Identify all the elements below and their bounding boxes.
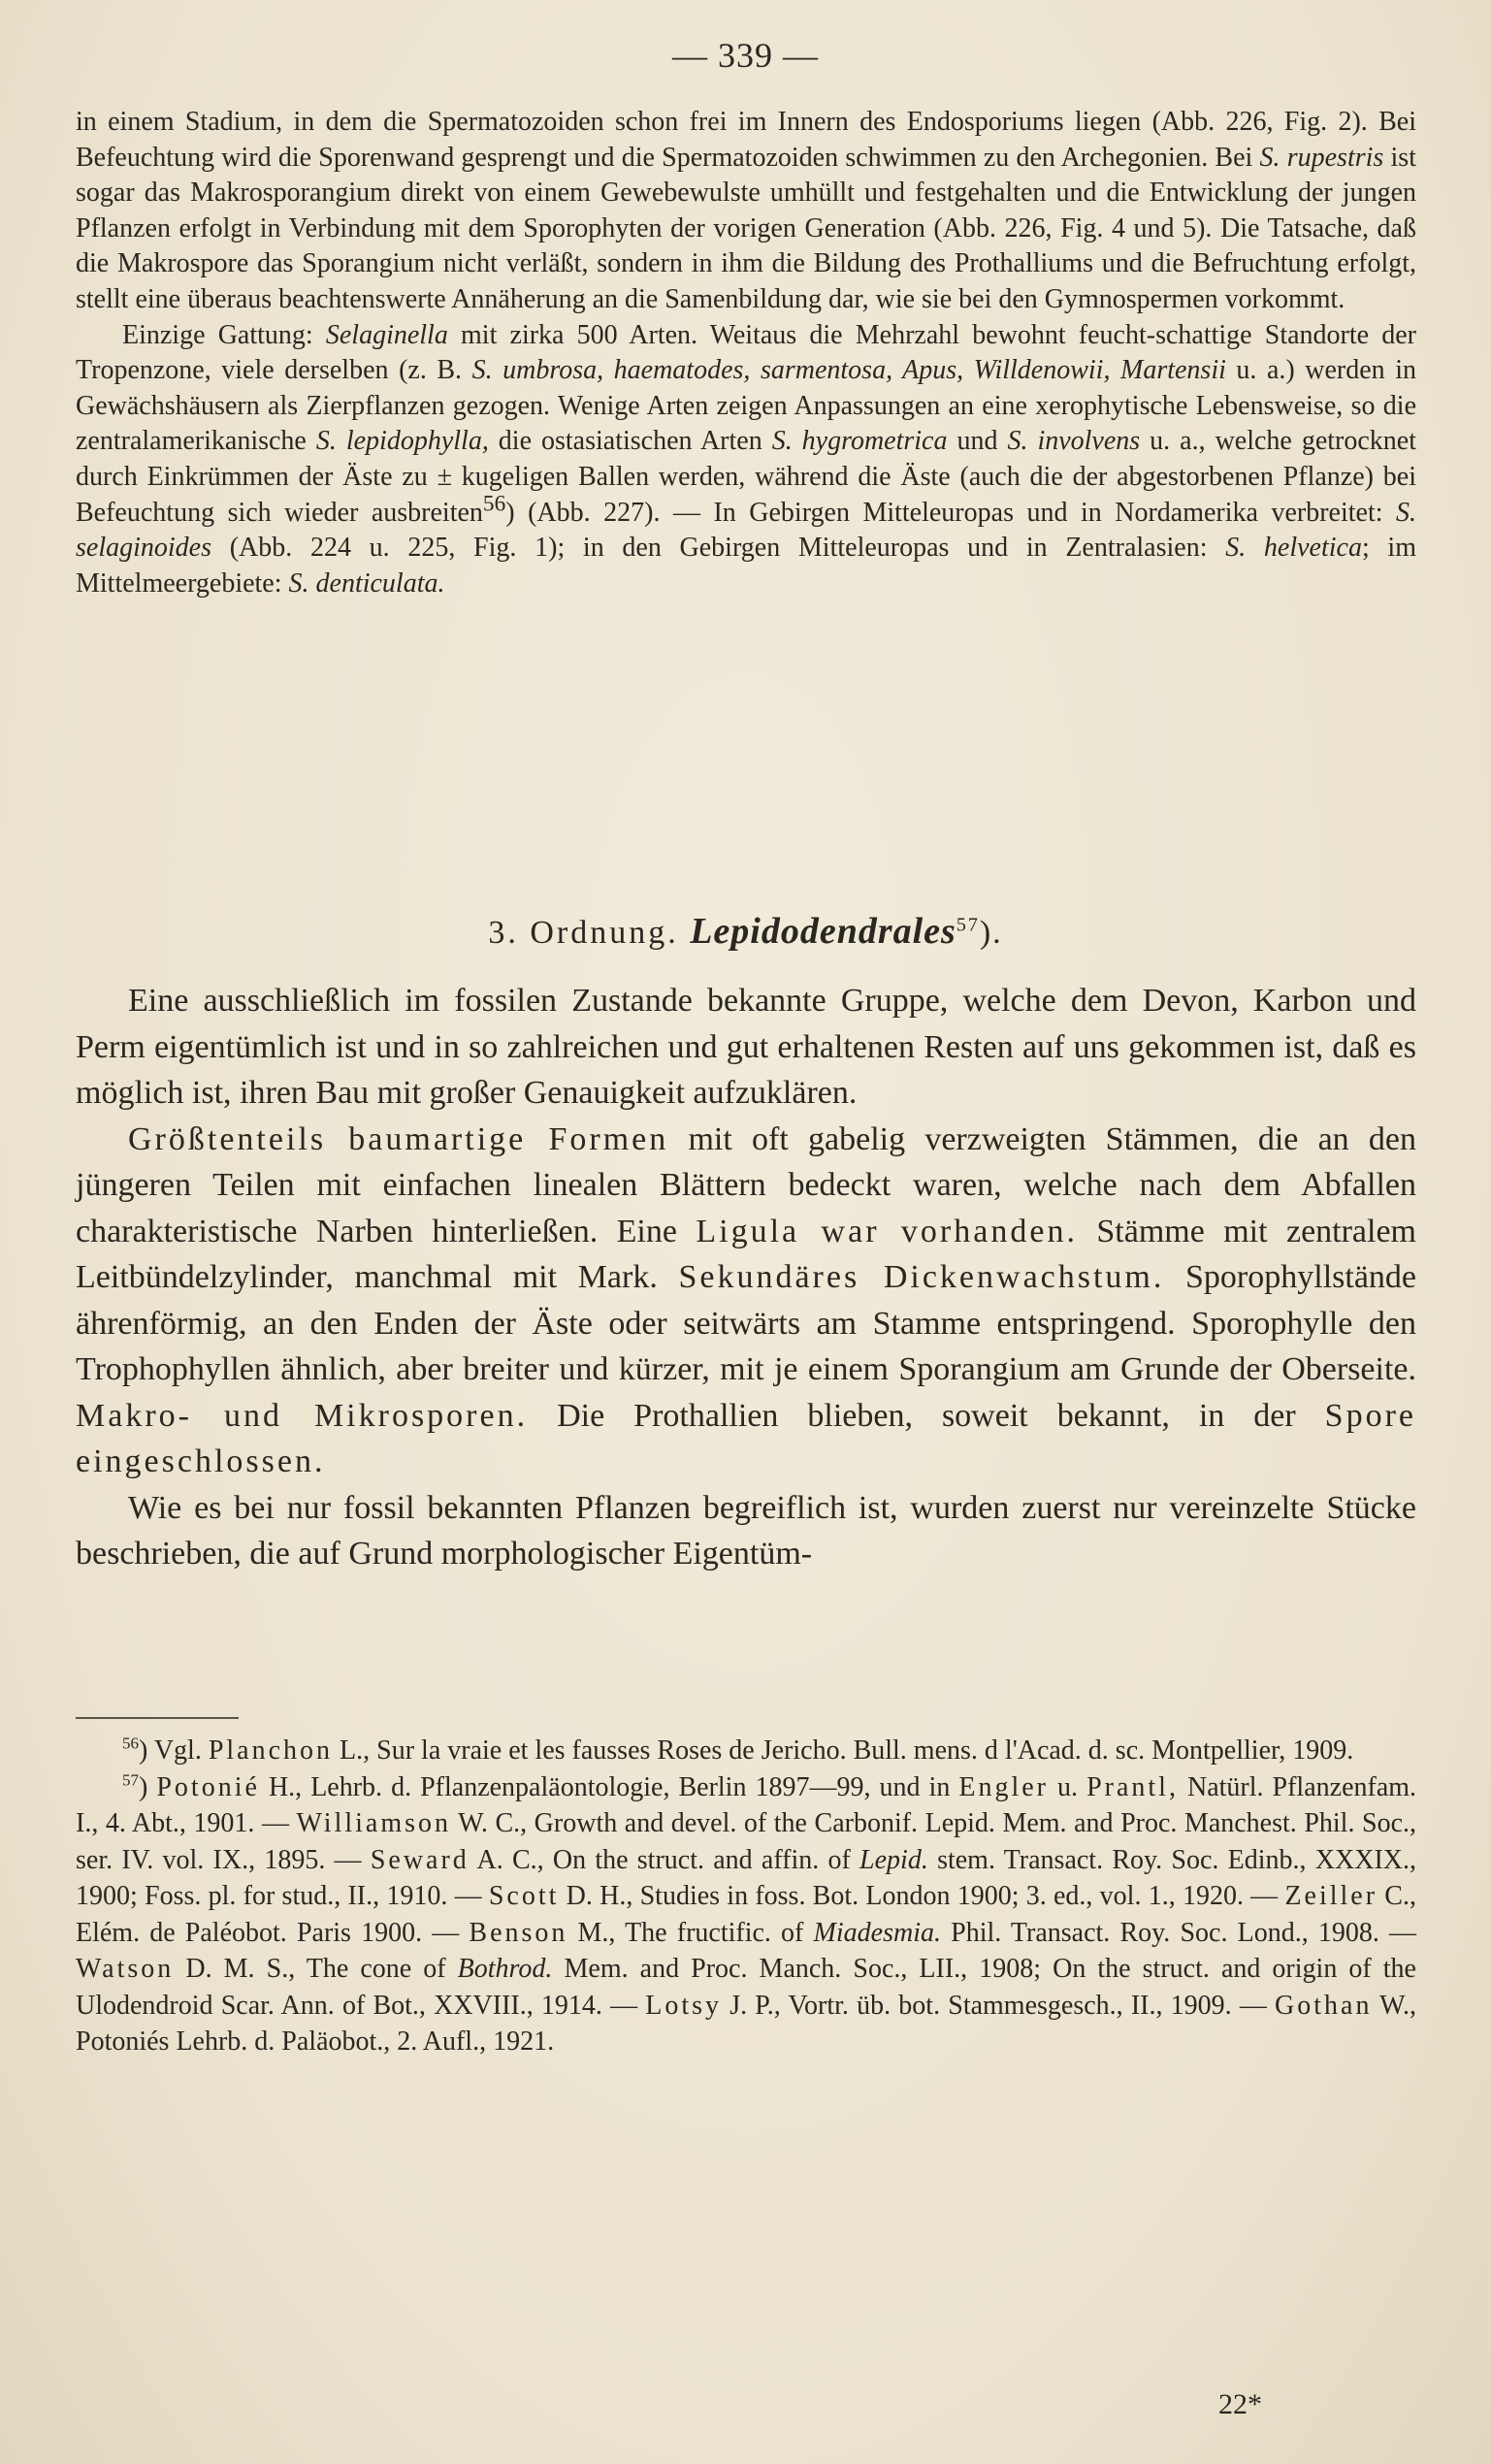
footnote-divider bbox=[76, 1717, 239, 1719]
genus-name: Selaginella bbox=[325, 319, 448, 350]
intro-text bbox=[76, 105, 1416, 601]
species-name: S. rupestris bbox=[1259, 142, 1384, 173]
footnote-ref: 57 bbox=[956, 914, 980, 936]
footnote-ref: 56 bbox=[482, 491, 506, 517]
species-name: S. lepidophylla, bbox=[315, 426, 489, 457]
page-number: — 339 — bbox=[672, 36, 819, 75]
paragraph: Eine ausschließlich im fossilen Zustande bekannte Gruppe, welche dem Devon, Karbon und Perm eigentümlich ist und in so zahlreichen und gut erhaltenen Resten auf uns gekommen ist, daß es möglich ist, ihren Bau mit großer Genauigkeit aufzuklären. bbox=[76, 983, 1416, 1111]
species-name: S. umbrosa, haematodes, sarmentosa, Apus, Willdenowii, Martensii bbox=[471, 355, 1226, 386]
paragraph: Wie es bei nur fossil bekannten Pflanzen begreiflich ist, wurden zuerst nur vereinzelte Stücke beschrieben, die auf Grund morphologischer Eigentüm- bbox=[76, 1489, 1416, 1572]
section-heading: 3. Ordnung. Lepidodendrales$^{57}$). bbox=[488, 911, 1003, 952]
paragraph: Einzige Gattung: Selaginella mit zirka 500 Arten. Weitaus die Mehrzahl bewohnt feucht-schattige Standorte der Tropenzone, viele derselben (z. B. S. umbrosa, haematodes, sarmentosa, Apus, Willdenowii, Martensii u. a.) werden in Gewächshäusern als Zierpflanzen gezogen. Wenige Arten zeigen Anpassungen an eine xerophytische Lebensweise, so die zentralamerikanische S. lepidophylla, die ostasiatischen Arten S. hygrometrica und S. involvens u. a., welche getrocknet durch Einkrümmen der Äste zu ± kugeligen Ballen werden, während die Äste (auch die der abgestorbenen Pflanze) bei Befeuchtung sich wieder ausbreiten$^{56}$) (Abb. 227). — In Gebirgen Mitteleuropas und in Nordamerika verbreitet: S. selaginoides (Abb. 224 u. 225, Fig. 1); in den Gebirgen Mitteleuropas und in Zentralasien: S. helvetica; im Mittelmeergebiete: S. denticulata. bbox=[76, 319, 1417, 599]
species-name: S. helvetica bbox=[1225, 533, 1362, 564]
footnotes bbox=[76, 1733, 1416, 2060]
species-name: S. involvens bbox=[1007, 426, 1141, 457]
footnote-57: $^{57}$) Potonié H., Lehrb. d. Pflanzenpaläontologie, Berlin 1897—99, und in Engler u. Prantl, Natürl. Pflanzenfam. I., 4. Abt., 1901. — Williamson W. C., Growth and devel. of the Carbonif. Lepid. Mem. and Proc. Manchest. Phil. Soc., ser. IV. vol. IX., 1895. — Seward A. C., On the struct. and affin. of Lepid. stem. Transact. Roy. Soc. Edinb., XXXIX., 1900; Foss. pl. for stud., II., 1910. — Scott D. H., Studies in foss. Bot. London 1900; 3. ed., vol. 1., 1920. — Zeiller C., Elém. de Paléobot. Paris 1900. — Benson M., The fructific. of Miadesmia. Phil. Transact. Roy. Soc. Lond., 1908. — Watson D. M. S., The cone of Bothrod. Mem. and Proc. Manch. Soc., LII., 1908; On the struct. and origin of the Ulodendroid Scar. Ann. of Bot., XXVIII., 1914. — Lotsy J. P., Vortr. üb. bot. Stammesgesch., II., 1909. — Gothan W., Potoniés Lehrb. d. Paläobot., 2. Aufl., 1921. bbox=[76, 1770, 1417, 2057]
paragraph: Größtenteils baumartige Formen mit oft gabelig verzweigten Stämmen, die an den jüngeren Teilen mit einfachen linealen Blättern bedeckt waren, welche nach dem Abfallen charakteristische Narben hinterließen. Eine Ligula war vorhanden. Stämme mit zentralem Leitbündelzylinder, manchmal mit Mark. Sekundäres Dickenwachstum. Sporophyllstände ährenförmig, an den Enden der Äste oder seitwärts am Stamme entspringend. Sporophylle den Trophophyllen ähnlich, aber breiter und kürzer, mit je einem Sporangium am Grunde der Oberseite. Makro- und Mikrosporen. Die Prothallien blieben, soweit bekannt, in der Spore eingeschlossen. bbox=[76, 1120, 1417, 1479]
species-name: S. selaginoides bbox=[76, 497, 1416, 564]
paragraph: in einem Stadium, in dem die Spermatozoiden schon frei im Innern des Endosporiums liegen (Abb. 226, Fig. 2). Bei Befeuchtung wird die Sporenwand gesprengt und die Spermatozoiden schwimmen zu den Archegonien. Bei S. rupestris ist sogar das Makrosporangium direkt von einem Gewebewulste umhüllt und festgehalten und die Entwicklung der jungen Pflanzen erfolgt in Verbindung mit dem Sporophyten der vorigen Generation (Abb. 226, Fig. 4 und 5). Die Tatsache, daß die Makrospore das Sporangium nicht verläßt, sondern in ihm die Bildung des Prothalliums und die Befruchtung erfolgt, stellt eine überaus beachtenswerte Annäherung an die Samenbildung dar, wie sie bei den Gymnospermen vorkommt. bbox=[76, 107, 1416, 314]
order-taxon: Lepidodendrales bbox=[690, 911, 956, 952]
species-name: S. denticulata. bbox=[288, 567, 445, 599]
footnote-56: $^{56}$) Vgl. Planchon L., Sur la vraie et les fausses Roses de Jericho. Bull. mens. d l'Acad. d. sc. Montpellier, 1909. bbox=[122, 1734, 1354, 1766]
main-text bbox=[76, 978, 1416, 1577]
species-name: S. hygrometrica bbox=[771, 426, 948, 457]
sheet-signature: 22* bbox=[1218, 2388, 1262, 2420]
